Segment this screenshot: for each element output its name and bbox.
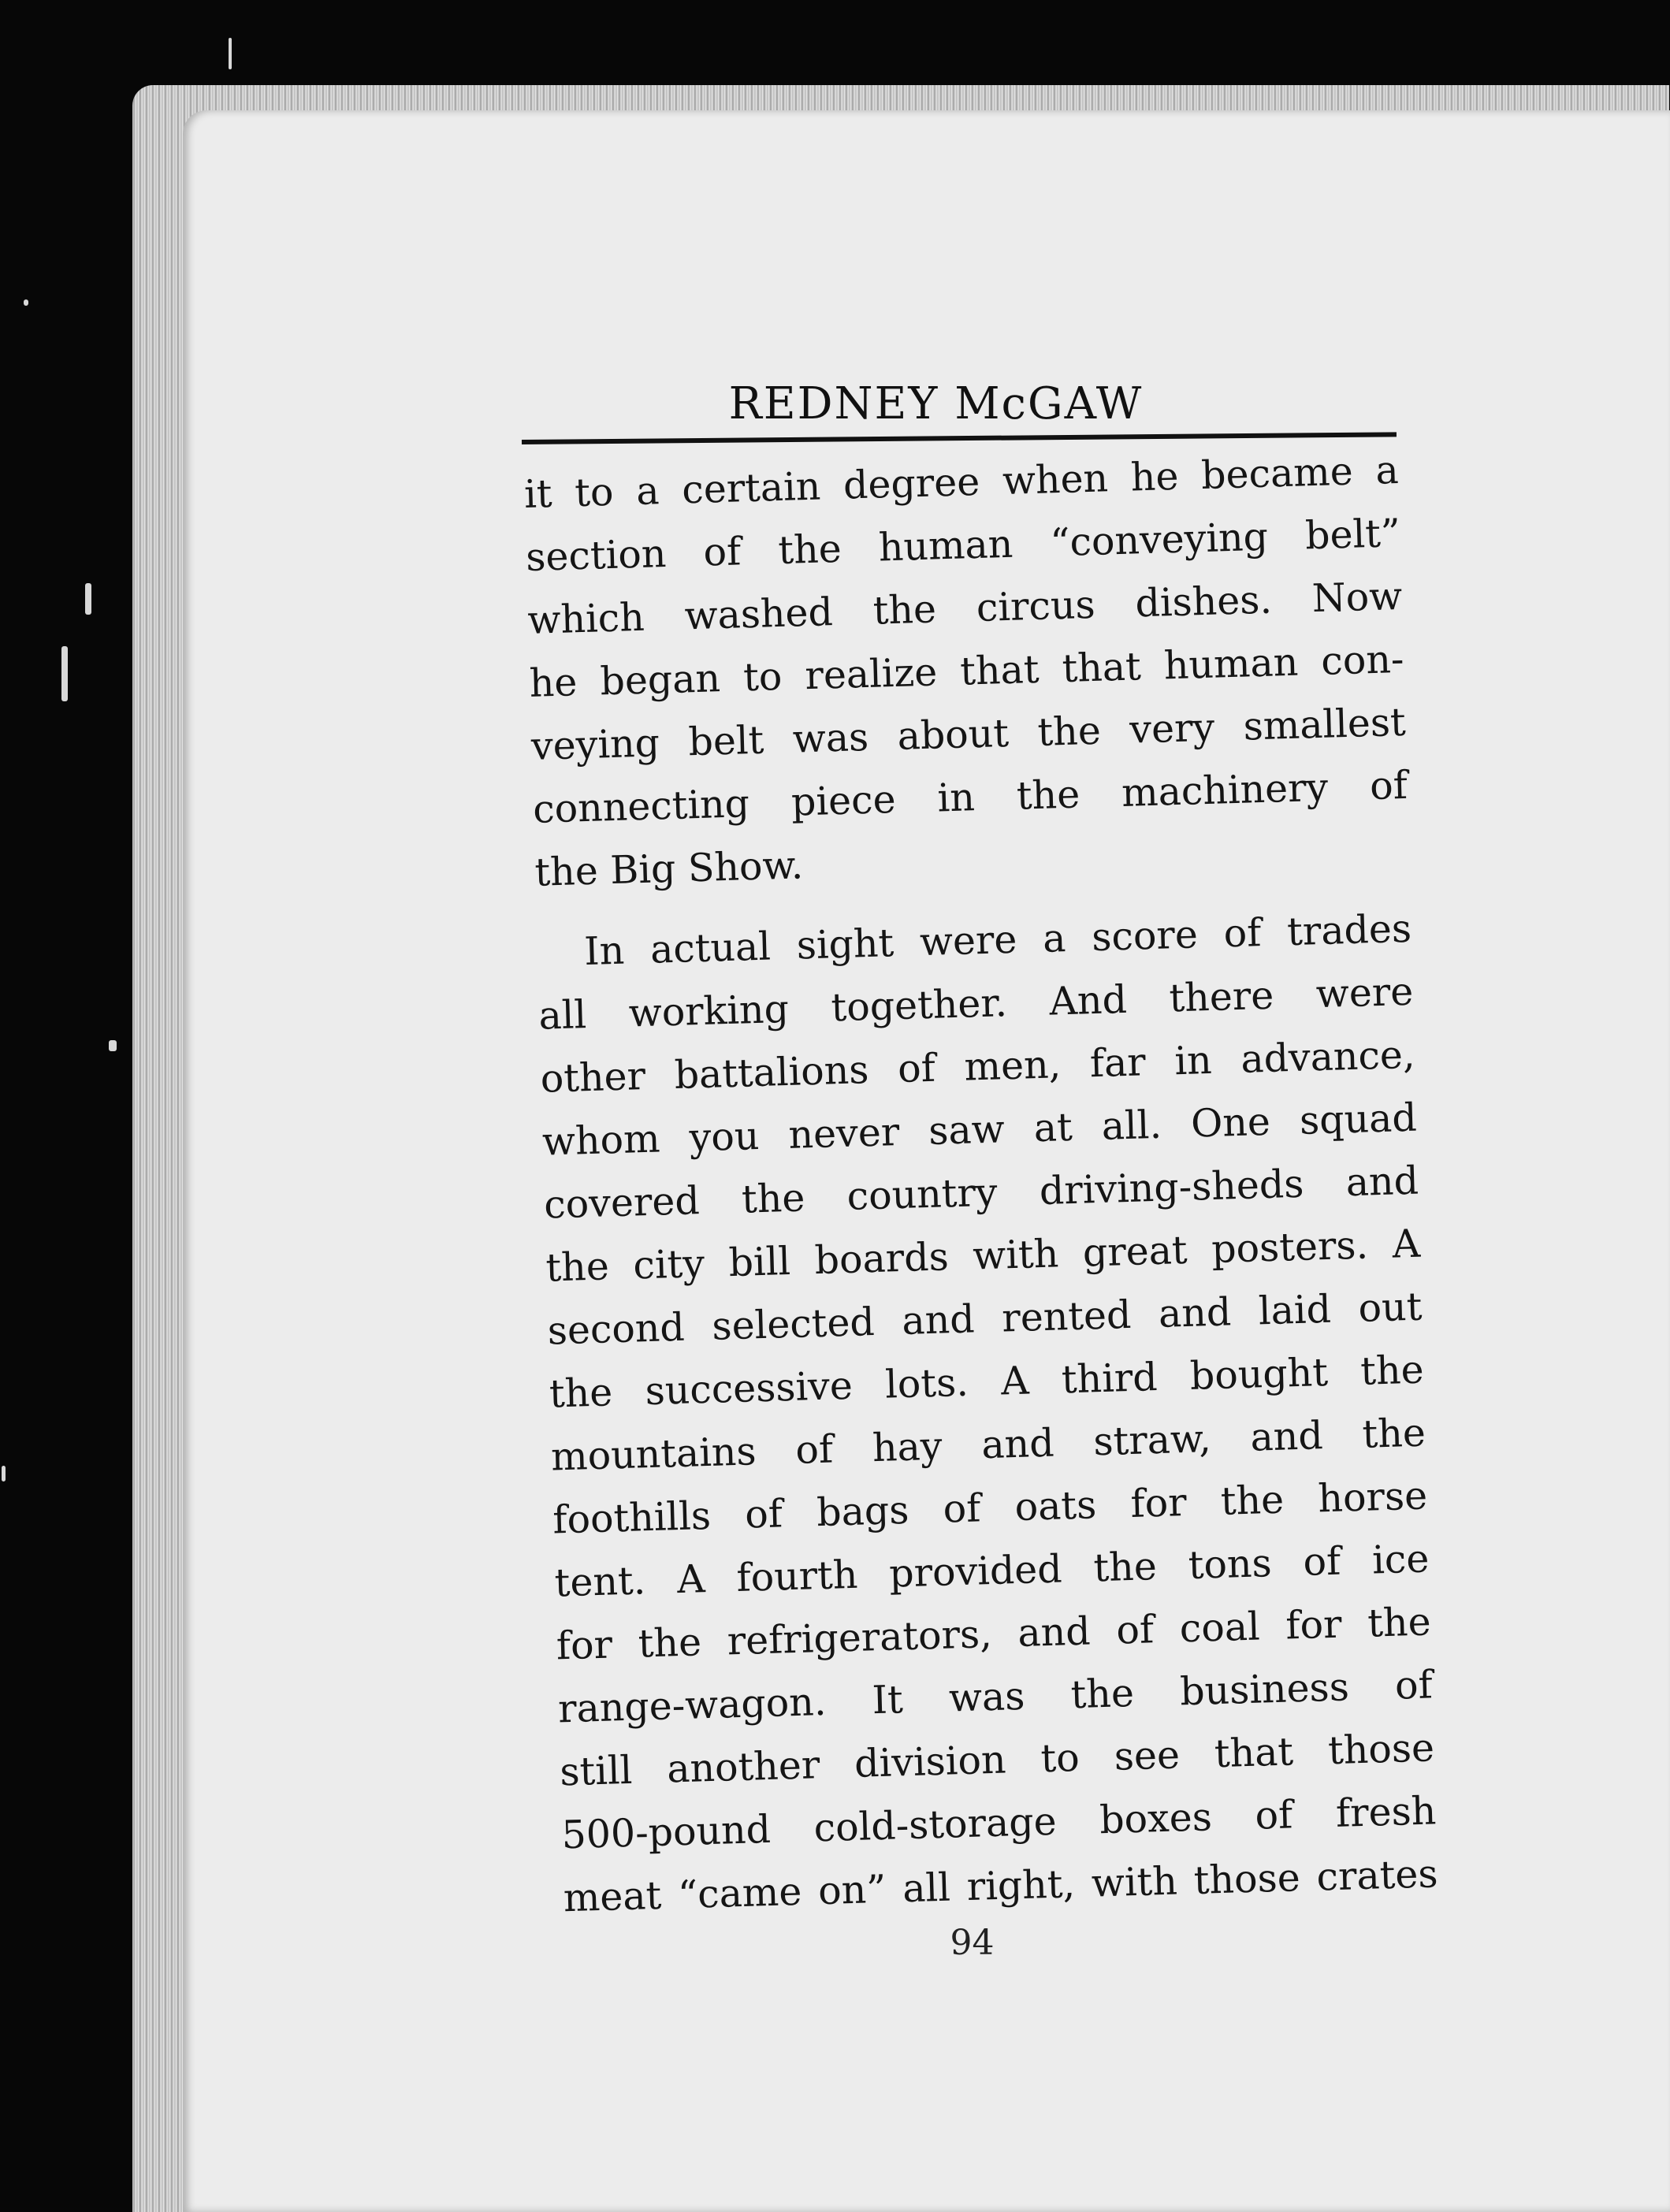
text-line: the successive lots. A third bought the — [549, 1347, 1425, 1417]
body-text — [523, 437, 1492, 1993]
text-line: for the refrigerators, and of coal for the — [556, 1599, 1432, 1669]
text-line: foothills of bags of oats for the horse — [552, 1473, 1428, 1543]
text-line: still another division to see that those — [559, 1725, 1435, 1795]
paragraph — [523, 437, 1461, 905]
text-line: the Big Show. — [534, 842, 804, 895]
text-line: whom you never saw at all. One squad — [541, 1095, 1418, 1165]
text-line: section of the human “conveying belt” — [525, 510, 1401, 580]
text-line: which washed the circus dishes. Now — [526, 573, 1403, 643]
text-line: covered the country driving-sheds and — [543, 1158, 1419, 1228]
text-line: In actual sight were a score of trades — [583, 905, 1412, 975]
text-line: second selected and rented and laid out — [546, 1284, 1423, 1354]
text-line: connecting piece in the machinery of — [532, 762, 1408, 832]
text-line: 500-pound cold-storage boxes of fresh — [560, 1788, 1437, 1858]
page-number-text: 94 — [950, 1923, 995, 1963]
edge-speck — [2, 1466, 6, 1481]
edge-speck — [61, 646, 68, 701]
running-head — [183, 378, 1670, 429]
edge-speck — [24, 299, 28, 306]
text-line: other battalions of men, far in advance, — [540, 1032, 1416, 1102]
text-line: he began to realize that that human con- — [529, 636, 1405, 706]
edge-speck — [85, 583, 91, 615]
text-line: range-wagon. It was the business of — [557, 1662, 1434, 1732]
text-line: meat “came on” all right, with those crates — [563, 1851, 1439, 1921]
text-line: mountains of hay and straw, and the — [550, 1410, 1426, 1480]
text-line: all working together. And there were — [537, 968, 1414, 1039]
paragraph — [536, 896, 1492, 1993]
text-line: tent. A fourth provided the tons of ice — [553, 1536, 1430, 1606]
text-line: veying belt was about the very smallest — [530, 699, 1407, 769]
edge-speck — [109, 1040, 117, 1051]
text-line: the city bill boards with great posters. A — [545, 1221, 1421, 1291]
running-head-text: REDNEY McGAW — [728, 378, 1144, 429]
text-line: it to a certain degree when he became a — [523, 448, 1400, 517]
edge-speck — [229, 38, 232, 69]
